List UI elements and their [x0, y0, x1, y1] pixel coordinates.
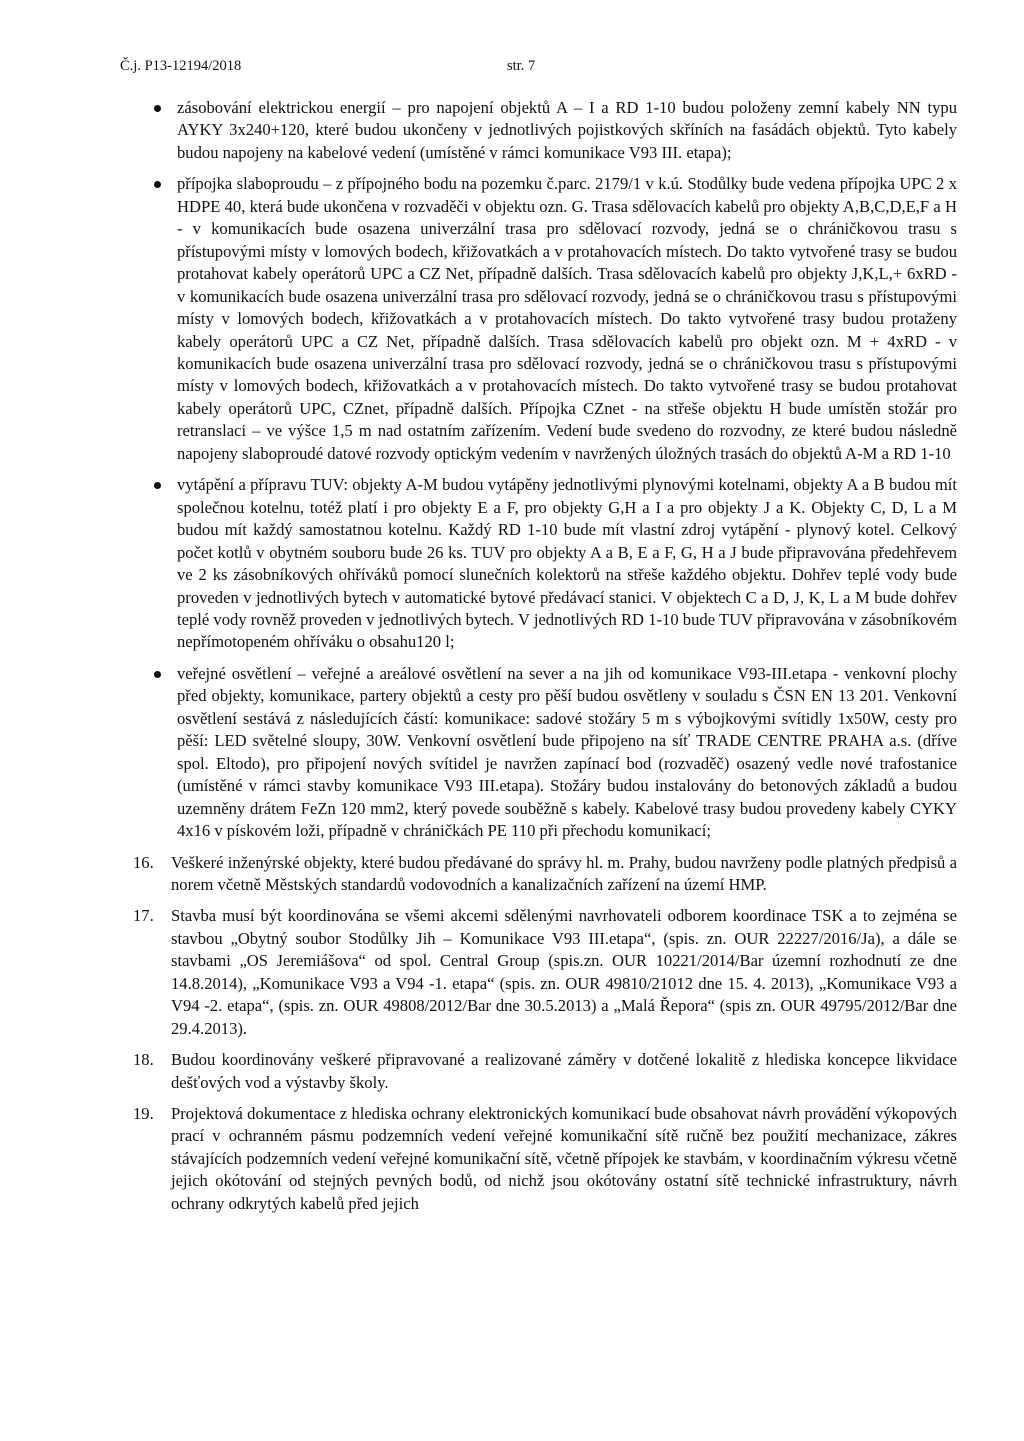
bullet-item-heating	[121, 474, 957, 654]
numbered-item-18	[121, 1049, 957, 1094]
bullet-text: vytápění a přípravu TUV: objekty A-M budou vytápěny jednotlivými plynovými kotelnami, objekty A a B budou mít společnou kotelnu, totéž platí i pro objekty E a F, pro objekty G,H a I a pro objekty J a K. Objekty C, D, L a M budou mít každý samostatnou kotelnu. Každý RD 1-10 bude mít vlastní zdroj vytápění - plynový kotel. Celkový počet kotlů v obytném souboru bude 26 ks. TUV pro objekty A a B, E a F, G, H a J bude připravována předehřevem ve 2 ks zásobníkových ohříváků pomocí slunečních kolektorů na střeše každého objektu. Dohřev teplé vody bude proveden v jednotlivých bytech v automatické bytové předávací stanici. V objektech C a D, J, K, L a M bude dohřev teplé vody rovněž proveden v jednotlivých bytech. V jednotlivých RD 1-10 bude TUV připravována v zásobníkovém nepřímotopeném ohříváku o obsahu120 l;	[177, 475, 957, 652]
bullet-item-public-lighting	[121, 663, 957, 843]
bullet-text: veřejné osvětlení – veřejné a areálové osvětlení na sever a na jih od komunikace V93-III.etapa - venkovní plochy před objekty, komunikace, partery objektů a cesty pro pěší budou osvětleny v souladu s ČSN EN 13 201. Venkovní osvětlení sestává z následujících částí: komunikace: sadové stožáry 5 m s výbojkovými svítidly 1x50W, cesty pro pěší: LED světelné sloupy, 30W. Venkovní osvětlení bude připojeno na síť TRADE CENTRE PRAHA a.s. (dříve spol. Eltodo), pro připojení nových svítidel je navržen zapínací bod (rozvaděč) osazený vedle nové trafostanice (umístěné v rámci stavby komunikace V93 III.etapa). Stožáry budou instalovány do betonových základů a budou uzemněny drátem FeZn 120 mm2, který povede souběžně s kabely. Kabelové trasy budou provedeny kabely CYKY 4x16 v pískovém loži, případně v chráničkách PE 110 při přechodu komunikací;	[177, 663, 957, 841]
bullet-dot	[154, 181, 161, 188]
item-number: 17.	[133, 906, 154, 926]
bullet-dot	[154, 482, 161, 489]
item-text: Budou koordinovány veškeré připravované a realizované záměry v dotčené lokalitě z hlediska koncepce likvidace dešťových vod a výstavby školy.	[171, 1050, 957, 1092]
reference-number: Č.j. P13-12194/2018	[120, 58, 242, 74]
item-text: Veškeré inženýrské objekty, které budou předávané do správy hl. m. Prahy, budou navrženy podle platných předpisů a norem včetně Městských standardů vodovodních a kanalizačních zařízení na území HMP.	[171, 852, 957, 894]
bullet-item-low-voltage	[121, 173, 957, 465]
document-body	[121, 97, 957, 1224]
bullet-text: přípojka slaboproudu – z přípojného bodu na pozemku č.parc. 2179/1 v k.ú. Stodůlky bude vedena přípojka UPC 2 x HDPE 40, která bude ukončena v rozvaděči v objektu ozn. G. Trasa sdělovacích kabelů pro objekty A,B,C,D,E,F a H - v komunikacích bude osazena univerzální trasa pro sdělovací rozvody, jedná se o chráničkovou trasu s přístupovými místy v lomových bodech, křižovatkách a v protahovacích místech. Do takto vytvořené trasy se budou protahovat kabely operátorů UPC a CZ Net, případně dalších. Trasa sdělovacích kabelů pro objekty J,K,L,+ 6xRD - v komunikacích bude osazena univerzální trasa pro sdělovací rozvody, jedná se o chráničkovou trasu s přístupovými místy v lomových bodech, křižovatkách a v protahovacích místech. Do takto vytvořené trasy budou protaženy kabely operátorů UPC a CZ Net, případně dalších. Trasa sdělovacích kabelů pro objekt ozn. M + 4xRD - v komunikacích bude osazena univerzální trasa pro sdělovací rozvody, jedná se o chráničkovou trasu s přístupovými místy v lomových bodech, křižovatkách a v protahovacích místech. Do takto vytvořené trasy se budou protahovat kabely operátorů UPC, CZnet, případně dalších. Přípojka CZnet - na střeše objektu H bude umístěn stožár pro retranslaci – ve výšce 1,5 m nad ostatním zařízením. Vedení bude svedeno do rozvodny, ze které budou následně napojeny slaboproudé datové rozvody optickým vedením v navržených úložných trasách do objektů A-M a RD 1-10	[177, 174, 957, 463]
item-text: Stavba musí být koordinována se všemi akcemi sdělenými navrhovateli odborem koordinace TSK a to zejména se stavbou „Obytný soubor Stodůlky Jih – Komunikace V93 III.etapa“, (spis. zn. OUR 22227/2016/Ja), a dále se stavbami „OS Jeremiášova“ od spol. Central Group (spis.zn. OUR 10221/2014/Bar územní rozhodnutí ze dne 14.8.2014), „Komunikace V93 a V94 -1. etapa“ (spis. zn. OUR 49810/21012 dne 15. 4. 2013), „Komunikace V93 a V94 -2. etapa“, (spis. zn. OUR 49808/2012/Bar dne 30.5.2013) a „Malá Řepora“ (spis zn. OUR 49795/2012/Bar dne 29.4.2013).	[171, 906, 957, 1038]
bullet-text: zásobování elektrickou energií – pro napojení objektů A – I a RD 1-10 budou položeny zemní kabely NN typu AYKY 3x240+120, které budou ukončeny v jednotlivých pojistkových skříních na fasádách objektů. Tyto kabely budou napojeny na kabelové vedení (umístěné v rámci komunikace V93 III. etapa);	[177, 98, 957, 162]
item-text: Projektová dokumentace z hlediska ochrany elektronických komunikací bude obsahovat návrh provádění výkopových prací v ochranném pásmu podzemních vedení veřejné komunikační sítě ručně bez použití mechanizace, zákres stávajících podzemních vedení veřejné komunikační sítě, včetně přípojek ke stavbám, v koordinačním výkresu včetně jejich okótování od stejných pevných bodů, od nichž jsou okótovány ostatní sítě technické infrastruktury, návrh ochrany odkrytých kabelů před jejich	[171, 1104, 957, 1213]
numbered-item-16	[121, 852, 957, 897]
page-number: str. 7	[507, 58, 536, 74]
numbered-item-17	[121, 905, 957, 1040]
item-number: 19.	[133, 1104, 154, 1124]
bullet-item-electricity	[121, 97, 957, 164]
item-number: 16.	[133, 852, 154, 872]
bullet-dot	[154, 671, 161, 678]
bullet-dot	[154, 105, 161, 112]
numbered-item-19	[121, 1103, 957, 1215]
item-number: 18.	[133, 1050, 154, 1070]
